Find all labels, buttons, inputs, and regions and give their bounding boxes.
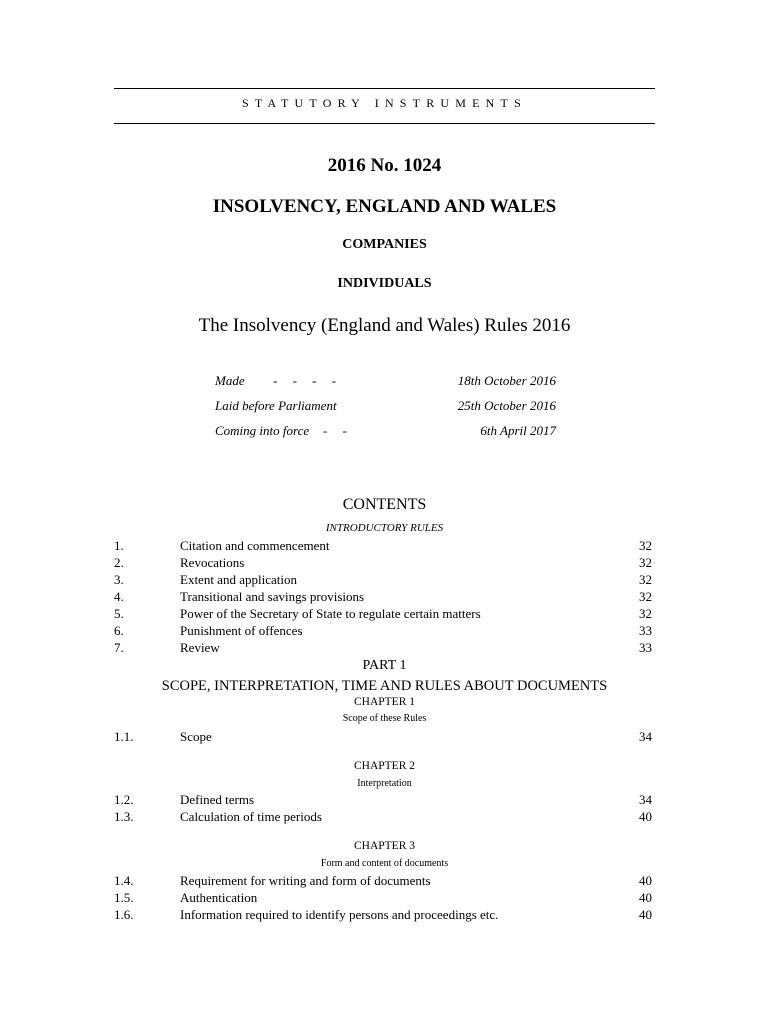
- toc-page: 40: [639, 873, 652, 888]
- toc-page: 32: [639, 589, 652, 604]
- toc-number: 1.: [114, 538, 124, 553]
- toc-text: Review: [180, 640, 220, 655]
- part-title: SCOPE, INTERPRETATION, TIME AND RULES ABOUT DOCUMENTS: [161, 678, 608, 694]
- toc-page: 33: [639, 623, 652, 638]
- toc-page: 32: [639, 555, 652, 570]
- date-label: Made: [215, 373, 245, 388]
- toc-text: Citation and commencement: [180, 538, 330, 553]
- toc-text: Extent and application: [180, 572, 297, 587]
- subsubject-individuals: INDIVIDUALS: [337, 276, 432, 291]
- toc-entry[interactable]: [114, 792, 652, 809]
- subject-heading: INSOLVENCY, ENGLAND AND WALES: [212, 196, 557, 217]
- toc-page: 40: [639, 907, 652, 922]
- date-value: 6th April 2017: [480, 423, 556, 438]
- date-dashes: - -: [323, 423, 347, 438]
- toc-number: 1.6.: [114, 907, 134, 922]
- contents-heading: CONTENTS: [342, 496, 427, 513]
- toc-entry[interactable]: [114, 873, 652, 890]
- toc-number: 2.: [114, 555, 124, 570]
- toc-page: 40: [639, 809, 652, 824]
- toc-page: 33: [639, 640, 652, 655]
- part-heading: PART 1: [362, 658, 407, 673]
- toc-entry[interactable]: [114, 606, 652, 623]
- chapter-heading: CHAPTER 2: [353, 760, 416, 772]
- chapter-heading: CHAPTER 3: [353, 840, 416, 852]
- date-label: Laid before Parliament: [215, 398, 337, 413]
- series-label: STATUTORY INSTRUMENTS: [242, 96, 527, 110]
- toc-number: 1.4.: [114, 873, 134, 888]
- toc-entry[interactable]: [114, 555, 652, 572]
- toc-text: Power of the Secretary of State to regulate certain matters: [180, 606, 481, 621]
- toc-text: Requirement for writing and form of documents: [180, 873, 431, 888]
- toc-number: 1.1.: [114, 729, 134, 744]
- toc-text: Transitional and savings provisions: [180, 589, 365, 604]
- date-label: Coming into force: [215, 423, 310, 438]
- toc-page: 34: [639, 792, 652, 807]
- document-title: The Insolvency (England and Wales) Rules 2016: [198, 315, 571, 336]
- date-value: 18th October 2016: [457, 373, 556, 388]
- toc-page: 32: [639, 606, 652, 621]
- toc-entry[interactable]: [114, 538, 652, 555]
- date-value: 25th October 2016: [457, 398, 556, 413]
- toc-entry[interactable]: [114, 640, 652, 657]
- toc-entry[interactable]: [114, 589, 652, 606]
- chapter-title: Interpretation: [357, 778, 412, 789]
- toc-entry[interactable]: [114, 572, 652, 589]
- toc-number: 3.: [114, 572, 124, 587]
- toc-number: 7.: [114, 640, 124, 655]
- toc-text: Scope: [180, 729, 212, 744]
- toc-number: 1.5.: [114, 890, 134, 905]
- toc-entry[interactable]: [114, 809, 652, 826]
- top-rule: [114, 88, 655, 89]
- introductory-rules-heading: INTRODUCTORY RULES: [325, 522, 444, 534]
- subsubject-companies: COMPANIES: [342, 237, 427, 252]
- toc-entry[interactable]: [114, 890, 652, 907]
- toc-text: Information required to identify persons and proceedings etc.: [180, 907, 499, 922]
- date-row-laid: [215, 398, 556, 416]
- toc-entry[interactable]: [114, 907, 652, 924]
- date-dashes: - - - -: [273, 373, 337, 388]
- toc-number: 4.: [114, 589, 124, 604]
- date-row-in-force: [215, 423, 556, 441]
- chapter-heading: CHAPTER 1: [353, 696, 416, 708]
- toc-page: 32: [639, 538, 652, 553]
- si-number: 2016 No. 1024: [327, 155, 442, 176]
- toc-text: Calculation of time periods: [180, 809, 322, 824]
- header-bottom-rule: [114, 123, 655, 124]
- date-row-made: [215, 373, 556, 391]
- toc-page: 34: [639, 729, 652, 744]
- toc-text: Authentication: [180, 890, 258, 905]
- toc-entry[interactable]: [114, 729, 652, 746]
- toc-number: 1.3.: [114, 809, 134, 824]
- toc-number: 5.: [114, 606, 124, 621]
- toc-text: Defined terms: [180, 792, 255, 807]
- toc-entry[interactable]: [114, 623, 652, 640]
- chapter-title: Form and content of documents: [320, 858, 449, 869]
- toc-text: Punishment of offences: [180, 623, 303, 638]
- chapter-title: Scope of these Rules: [342, 713, 427, 724]
- toc-text: Revocations: [180, 555, 245, 570]
- toc-number: 1.2.: [114, 792, 134, 807]
- toc-page: 40: [639, 890, 652, 905]
- toc-number: 6.: [114, 623, 124, 638]
- toc-page: 32: [639, 572, 652, 587]
